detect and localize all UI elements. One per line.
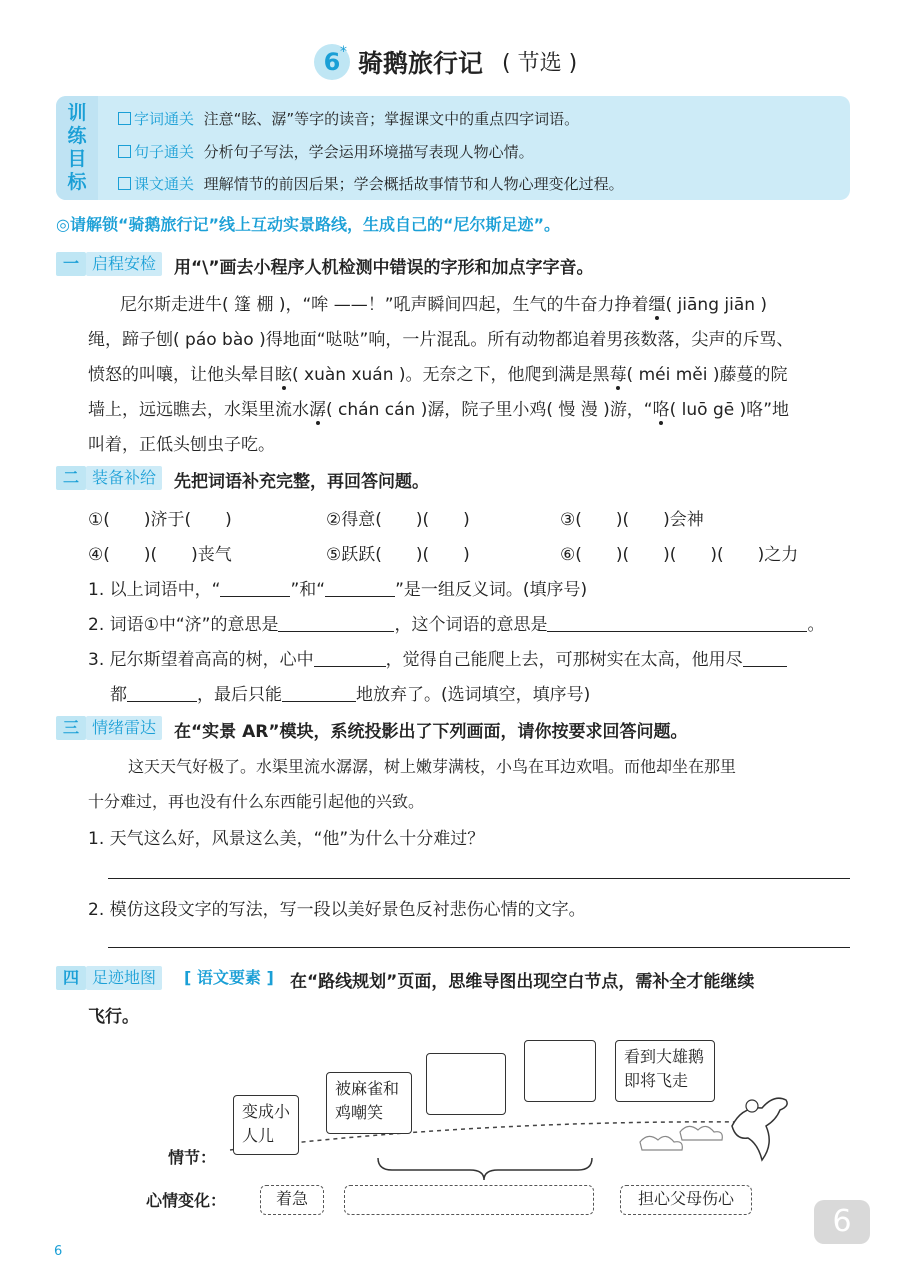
question-2-3-cont: 都 ，最后只能 地放弃了。(选词填空，填序号): [110, 685, 591, 705]
answer-blank[interactable]: [325, 596, 395, 597]
section-2-instruction: 先把词语补充完整，再回答问题。: [174, 472, 429, 492]
section-4-tag: 足迹地图: [86, 966, 162, 990]
section-1-number: 一: [56, 252, 86, 276]
goose-illustration-icon: [722, 1086, 802, 1166]
page-badge: 6: [814, 1200, 870, 1244]
question-2-2: 2. 词语①中“济”的意思是 ，这个词语的意思是 。: [88, 615, 825, 635]
mood-node-3: 担心父母伤心: [620, 1185, 752, 1215]
answer-blank[interactable]: [314, 666, 386, 667]
goal-item-text: 课文通关 理解情节的前因后果；学会概括故事情节和人物心理变化过程。: [118, 173, 624, 194]
plot-node-4-blank[interactable]: [524, 1040, 596, 1102]
mood-node-2-blank[interactable]: [344, 1185, 594, 1215]
section-1-instruction: 用“\”画去小程序人机检测中错误的字形和加点字字音。: [174, 258, 594, 278]
plot-node-3-blank[interactable]: [426, 1053, 506, 1115]
section-1-tag: 启程安检: [86, 252, 162, 276]
word-item-3[interactable]: ③( )( )会神: [560, 510, 704, 530]
page-title: 骑鹅旅行记: [358, 49, 484, 78]
training-goals-label: 训练目标: [56, 96, 98, 200]
answer-blank[interactable]: [743, 666, 787, 667]
mood-label: 心情变化：: [146, 1191, 227, 1210]
passage-line-4: 墙上，远远瞧去，水渠里流水潺( chán cán )潺，院子里小鸡( 慢 漫 )游，“咯( luō gē )咯”地: [88, 400, 790, 420]
section-4-tag-element: [ 语文要素 ]: [184, 968, 274, 987]
answer-blank[interactable]: [282, 701, 356, 702]
section-3-instruction: 在“实景 AR”模块，系统投影出了下列画面，请你按要求回答问题。: [174, 722, 688, 742]
checkbox-icon[interactable]: [118, 177, 131, 190]
ar-passage-line-1: 这天天气好极了。水渠里流水潺潺，树上嫩芽满枝，小鸟在耳边欢唱。而他却坐在那里: [128, 757, 737, 776]
plot-node-1: 变成小 人儿: [233, 1095, 299, 1155]
word-item-2[interactable]: ②得意( )( ): [326, 510, 470, 530]
question-3-2: 2. 模仿这段文字的写法，写一段以美好景色反衬悲伤心情的文字。: [88, 900, 586, 920]
page-number: 6: [54, 1244, 63, 1259]
answer-blank[interactable]: [220, 596, 290, 597]
lesson-mark: *: [340, 44, 347, 60]
checkbox-icon[interactable]: [118, 145, 131, 158]
passage-line-3: 愤怒的叫嚷，让他头晕目眩( xuàn xuán )。无奈之下，他爬到满是黑莓( méi měi )藤蔓的院: [88, 365, 788, 385]
passage-line-5: 叫着，正低头刨虫子吃。: [88, 435, 275, 455]
answer-line[interactable]: [108, 947, 850, 948]
section-4-instruction: 在“路线规划”页面，思维导图出现空白节点，需补全才能继续: [290, 972, 755, 992]
intro-text: ◎请解锁“骑鹅旅行记”线上互动实景路线，生成自己的“尼尔斯足迹”。: [56, 215, 561, 234]
checkbox-icon[interactable]: [118, 112, 131, 125]
word-item-4[interactable]: ④( )( )丧气: [88, 545, 232, 565]
answer-line[interactable]: [108, 878, 850, 879]
plot-node-5: 看到大雄鹅 即将飞走: [615, 1040, 715, 1102]
question-3-1: 1. 天气这么好，风景这么美，“他”为什么十分难过？: [88, 829, 485, 849]
passage-line-2: 绳，蹄子刨( páo bào )得地面“哒哒”响，一片混乱。所有动物都追着男孩数落，尖声的斥骂、: [88, 330, 794, 350]
section-3-number: 三: [56, 716, 86, 740]
cloud-icon: [680, 1126, 722, 1140]
goal-item-words: 字词通关 注意“眩、潺”等字的读音；掌握课文中的重点四字词语。: [118, 108, 579, 129]
page-subtitle: ( 节选 ): [502, 51, 578, 76]
answer-blank[interactable]: [547, 631, 807, 632]
mood-node-1: 着急: [260, 1185, 324, 1215]
passage-line-1: 尼尔斯走进牛( 篷 棚 )，“哞 ——！”吼声瞬间四起，生气的牛奋力挣着缰( jiāng jiān ): [120, 295, 768, 315]
section-4-instruction-cont: 飞行。: [88, 1007, 139, 1027]
answer-blank[interactable]: [127, 701, 197, 702]
question-2-1: 1. 以上词语中，“ ”和“ ”是一组反义词。(填序号): [88, 580, 588, 600]
ar-passage-line-2: 十分难过，再也没有什么东西能引起他的兴致。: [88, 792, 425, 811]
section-2-number: 二: [56, 466, 86, 490]
section-2-tag: 装备补给: [86, 466, 162, 490]
answer-blank[interactable]: [278, 631, 394, 632]
word-item-1[interactable]: ①( )济于( ): [88, 510, 232, 530]
plot-label: 情节：: [168, 1148, 217, 1167]
word-item-5[interactable]: ⑤跃跃( )( ): [326, 545, 470, 565]
section-3-tag: 情绪雷达: [86, 716, 162, 740]
lesson-number-badge: 6: [314, 44, 350, 80]
section-4-number: 四: [56, 966, 86, 990]
plot-node-2: 被麻雀和 鸡嘲笑: [326, 1072, 412, 1134]
question-2-3: 3. 尼尔斯望着高高的树，心中 ，觉得自己能爬上去，可那树实在太高，他用尽: [88, 645, 787, 670]
cloud-icon: [640, 1136, 682, 1150]
word-item-6[interactable]: ⑥( )( )( )( )之力: [560, 545, 799, 565]
goal-item-sentences: 句子通关 分析句子写法，学会运用环境描写表现人物心情。: [118, 141, 534, 162]
